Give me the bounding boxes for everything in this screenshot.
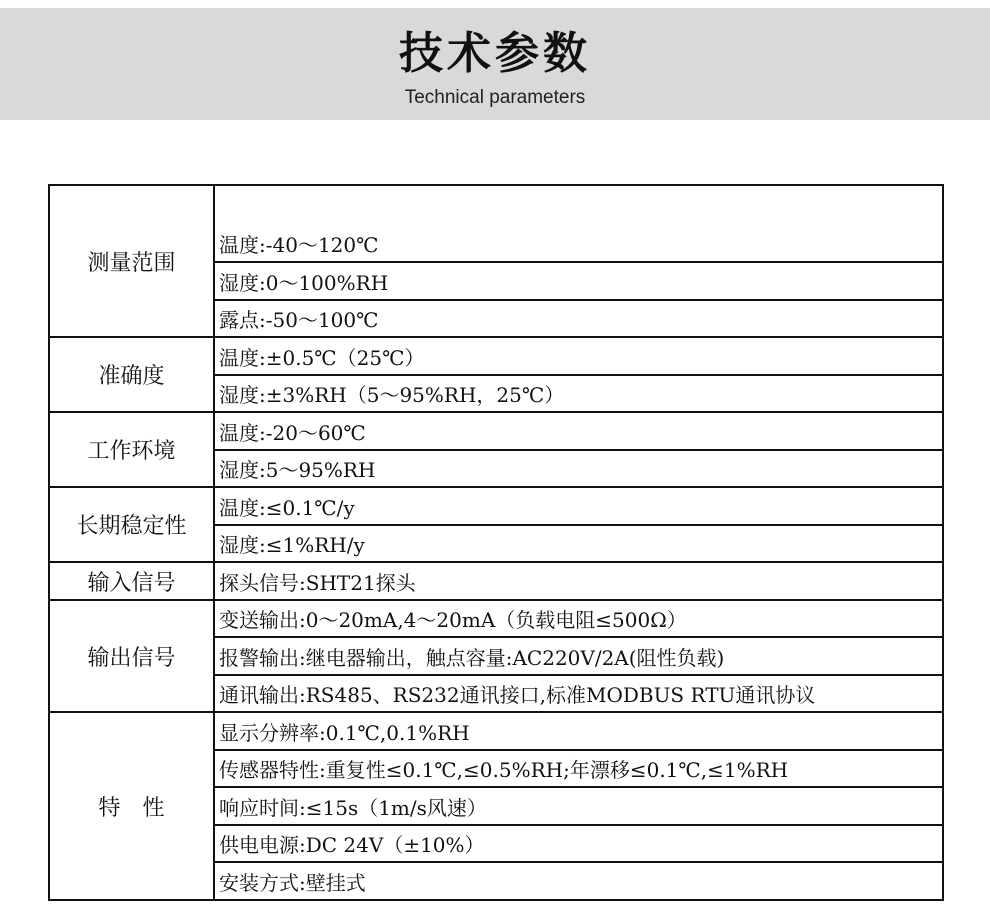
label-input-signal: 输入信号 — [50, 563, 213, 601]
page-title: 技术参数 — [399, 28, 591, 79]
value-row: 湿度:≤1%RH/y — [215, 526, 942, 563]
page-subtitle: Technical parameters — [404, 87, 586, 108]
parameter-value-column — [215, 186, 942, 899]
value-row: 传感器特性:重复性≤0.1℃,≤0.5%RH;年漂移≤0.1℃,≤1%RH — [215, 751, 942, 788]
parameter-label-column — [50, 186, 215, 899]
value-row: 湿度:5～95%RH — [215, 451, 942, 488]
value-row: 变送输出:0～20mA,4～20mA（负载电阻≤500Ω） — [215, 601, 942, 638]
label-accuracy: 准确度 — [50, 338, 213, 413]
label-measurement-range: 测量范围 — [50, 186, 213, 338]
value-row: 温度:-20～60℃ — [215, 413, 942, 451]
label-characteristics: 特 性 — [98, 795, 165, 821]
header-banner — [0, 8, 990, 120]
value-row: 安装方式:壁挂式 — [219, 870, 366, 895]
value-row: 温度:±0.5℃（25℃） — [215, 338, 942, 376]
label-long-term-stability: 长期稳定性 — [50, 488, 213, 563]
value-row: 温度:-40～120℃ — [215, 186, 942, 263]
value-row: 响应时间:≤15s（1m/s风速） — [215, 788, 942, 826]
value-row: 通讯输出:RS485、RS232通讯接口,标准MODBUS RTU通讯协议 — [215, 676, 942, 713]
spec-table — [48, 184, 944, 901]
value-row: 探头信号:SHT21探头 — [215, 563, 942, 601]
value-row: 湿度:±3%RH（5～95%RH，25℃） — [215, 376, 942, 413]
label-output-signal: 输出信号 — [50, 601, 213, 713]
label-operating-environment: 工作环境 — [50, 413, 213, 488]
value-row: 湿度:0～100%RH — [215, 263, 942, 301]
value-row: 报警输出:继电器输出，触点容量:AC220V/2A(阻性负载) — [215, 638, 942, 676]
value-row: 温度:≤0.1℃/y — [215, 488, 942, 526]
value-row: 供电电源:DC 24V（±10%） — [215, 826, 942, 863]
value-row: 显示分辨率:0.1℃,0.1%RH — [215, 713, 942, 751]
value-row: 露点:-50～100℃ — [215, 301, 942, 338]
